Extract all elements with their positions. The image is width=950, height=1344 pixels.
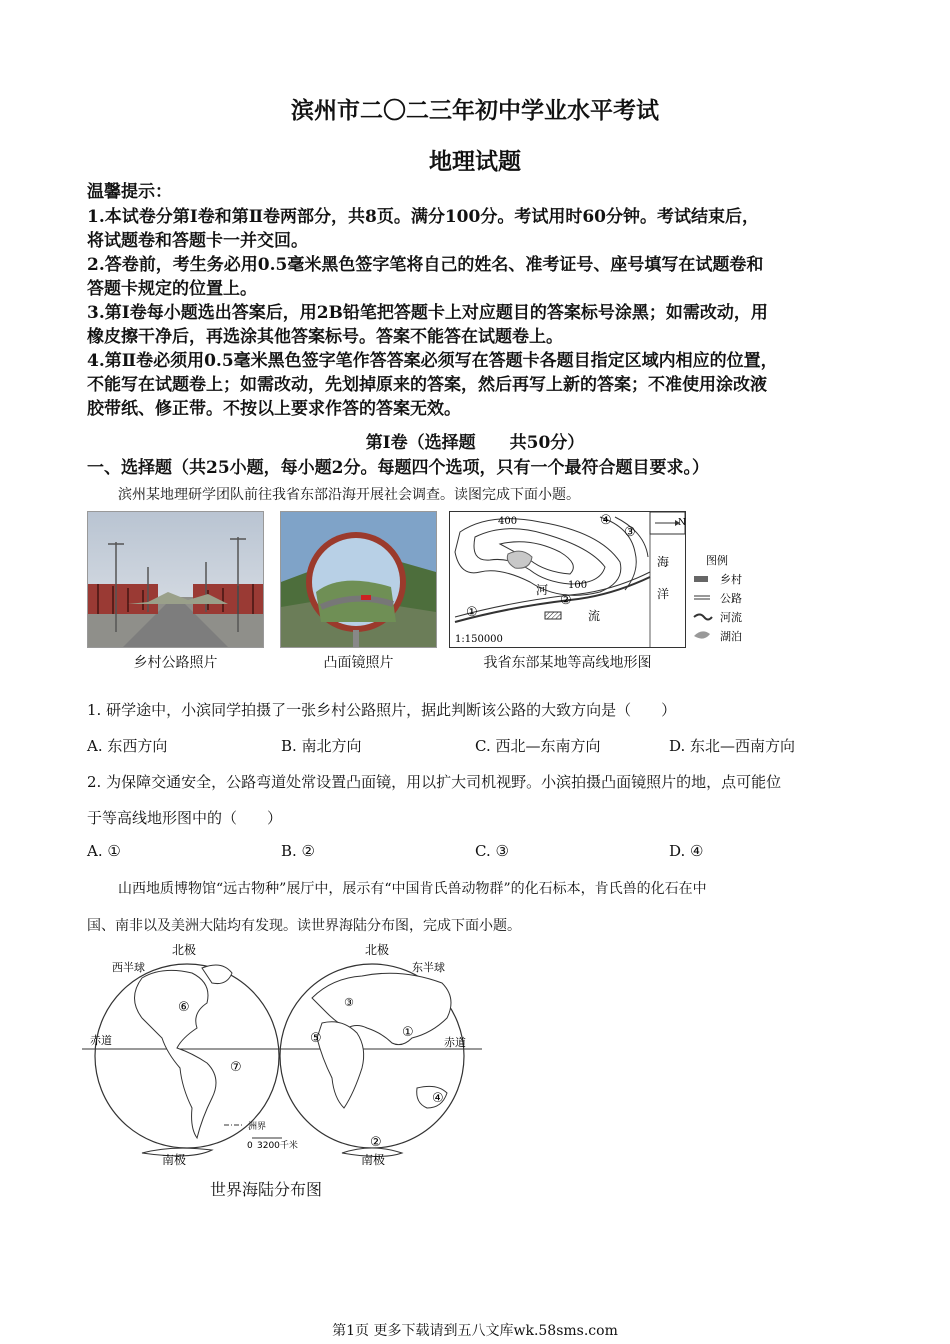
north-arrow-label: N (678, 518, 686, 528)
equator-east-label: 赤道 (444, 1036, 466, 1049)
intro-2-line1: 山西地质博物馆“远古物种”展厅中，展示有“中国肯氏兽动物群”的化石标本，肯氏兽的化石在中 (118, 881, 707, 897)
world-point-6: ⑥ (178, 1000, 190, 1015)
legend-road: 公路 (720, 592, 742, 605)
map-legend (688, 554, 758, 644)
q2-option-c[interactable]: C. ③ (475, 842, 509, 860)
world-map (82, 938, 482, 1203)
q1-option-a[interactable]: A. 东西方向 (87, 737, 168, 755)
world-point-7: ⑦ (230, 1060, 242, 1075)
south-pole-west: 南极 (162, 1153, 187, 1167)
map-point-1: ① (466, 605, 478, 620)
page-title: 滨州市二〇二三年初中学业水平考试 (291, 97, 659, 124)
q2-stem-line2: 于等高线地形图中的（ ） (87, 809, 283, 827)
q1-option-c[interactable]: C. 西北—东南方向 (475, 737, 601, 755)
contour-100: 100 (568, 580, 588, 591)
legend-river: 河流 (720, 611, 742, 624)
map-scale: 1:150000 (455, 634, 503, 645)
section-title: 第Ⅰ卷（选择题 共50分） (365, 433, 585, 453)
world-point-2: ② (370, 1135, 382, 1150)
north-pole-west: 北极 (172, 943, 197, 957)
contour-map (449, 511, 686, 648)
notice-line: 4.第Ⅱ卷必须用0.5毫米黑色签字笔作答答案必须写在答题卡各题目指定区域内相应的位置， (87, 351, 778, 371)
world-map-caption: 世界海陆分布图 (210, 1180, 323, 1199)
east-hemisphere-label: 东半球 (412, 961, 445, 974)
section-part: 一、选择题（共25小题，每小题2分。每题四个选项，只有一个最符合题目要求。） (87, 458, 709, 478)
q2-option-b[interactable]: B. ② (281, 842, 316, 860)
equator-west-label: 赤道 (90, 1034, 112, 1047)
north-pole-east: 北极 (365, 943, 390, 957)
scale-length: 3200千米 (257, 1141, 298, 1151)
q2-stem-line1: 2. 为保障交通安全，公路弯道处常设置凸面镜，用以扩大司机视野。小滨拍摄凸面镜照片的地，点可能位 (87, 773, 782, 791)
map-caption: 我省东部某地等高线地形图 (483, 655, 652, 671)
river-label-1: 河 (536, 583, 549, 597)
q1-stem: 1. 研学途中，小滨同学拍摄了一张乡村公路照片，据此判断该公路的大致方向是（ ） (87, 701, 677, 719)
map-point-3: ③ (624, 525, 636, 540)
legend-title: 图例 (706, 554, 728, 567)
west-hemisphere-label: 西半球 (112, 961, 145, 974)
village-road-photo (87, 511, 264, 648)
convex-mirror-photo (280, 511, 437, 648)
notice-block (87, 205, 877, 421)
sea-label-2: 洋 (657, 587, 670, 601)
intro-1: 滨州某地理研学团队前往我省东部沿海开展社会调查。读图完成下面小题。 (118, 487, 580, 503)
south-pole-east: 南极 (361, 1153, 386, 1167)
q1-option-d[interactable]: D. 东北—西南方向 (669, 737, 796, 755)
notice-line: 将试题卷和答题卡一并交回。 (87, 231, 308, 251)
world-point-1: ① (402, 1025, 414, 1040)
page-subtitle: 地理试题 (429, 148, 521, 175)
q2-option-d[interactable]: D. ④ (669, 842, 704, 860)
notice-line: 3.第Ⅰ卷每小题选出答案后，用2B铅笔把答题卡上对应题目的答案标号涂黑；如需改动，用 (87, 303, 768, 323)
legend-lake: 湖泊 (720, 630, 742, 643)
notice-line: 1.本试卷分第Ⅰ卷和第Ⅱ卷两部分，共8页。满分100分。考试用时60分钟。考试结束后， (87, 207, 759, 227)
q1-option-b[interactable]: B. 南北方向 (281, 737, 362, 755)
q2-option-a[interactable]: A. ① (87, 842, 121, 860)
map-point-4: ④ (600, 513, 612, 528)
notice-line: 答题卡规定的位置上。 (87, 279, 257, 299)
contour-400: 400 (498, 516, 518, 527)
river-label-2: 流 (588, 609, 601, 623)
world-point-3: ③ (344, 996, 354, 1009)
map-point-2: ② (560, 593, 572, 608)
photo2-caption: 凸面镜照片 (323, 655, 394, 671)
world-point-4: ④ (432, 1091, 444, 1106)
notice-line: 胶带纸、修正带。不按以上要求作答的答案无效。 (87, 399, 461, 419)
notice-line: 橡皮擦干净后，再选涂其他答案标号。答案不能答在试题卷上。 (87, 327, 563, 347)
notice-line: 2.答卷前，考生务必用0.5毫米黑色签字笔将自己的姓名、准考证号、座号填写在试题卷和 (87, 255, 764, 275)
notice-heading: 温馨提示： (87, 182, 172, 202)
page-footer: 第1页 更多下载请到五八文库wk.58sms.com (332, 1323, 618, 1339)
notice-line: 不能写在试题卷上；如需改动，先划掉原来的答案，然后再写上新的答案；不准使用涂改液 (87, 375, 767, 395)
photo1-caption: 乡村公路照片 (133, 655, 218, 671)
legend-continent-boundary: 洲界 (248, 1122, 267, 1132)
scale-zero: 0 (247, 1141, 253, 1151)
legend-village: 乡村 (720, 573, 742, 586)
sea-label-1: 海 (657, 555, 670, 569)
world-point-5: ⑤ (310, 1031, 322, 1046)
intro-2-line2: 国、南非以及美洲大陆均有发现。读世界海陆分布图，完成下面小题。 (87, 918, 521, 934)
